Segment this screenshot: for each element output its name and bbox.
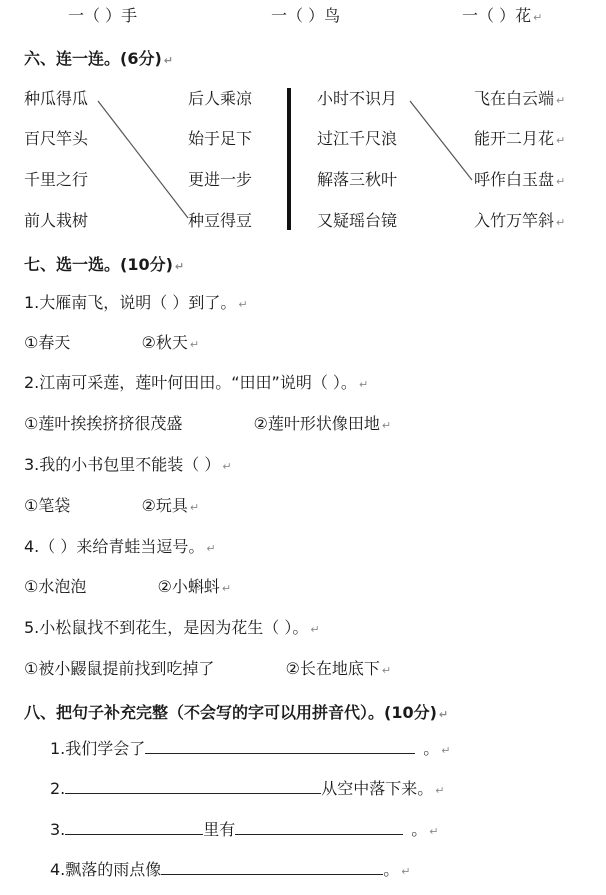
fill-item-bird: 一（ ）鸟: [271, 6, 341, 25]
section6-title: 六、连一连。(6分) ↵: [24, 49, 173, 68]
answer-blank-1[interactable]: [145, 738, 415, 754]
answer-blank-4[interactable]: [161, 859, 383, 875]
sentence-2: 2. 从空中落下来。 ↵: [50, 779, 445, 798]
match-left-b-2: 始于足下: [188, 129, 253, 148]
match-right-a-4: 又疑瑶台镜: [317, 211, 398, 230]
answer-blank-2[interactable]: [65, 778, 321, 794]
sentence-3: 3. 里有 。 ↵: [50, 820, 439, 839]
options-5: ①被小鼹鼠提前找到吃掉了 ②长在地底下 ↵: [24, 659, 392, 678]
match-left-a-2: 百尺竿头: [24, 129, 89, 148]
paragraph-mark: ↵: [533, 11, 543, 24]
match-right-b-3: 呼作白玉盘 ↵: [474, 170, 566, 189]
match-left-b-1: 后人乘凉: [188, 89, 253, 108]
section8-title: 八、把句子补充完整（不会写的字可以用拼音代）。(10分) ↵: [24, 703, 449, 722]
section7-title: 七、选一选。(10分) ↵: [24, 255, 185, 274]
match-right-b-1: 飞在白云端 ↵: [474, 89, 566, 108]
match-right-a-3: 解落三秋叶: [317, 170, 398, 189]
match-left-a-3: 千里之行: [24, 170, 89, 189]
options-3: ①笔袋 ②玩具 ↵: [24, 496, 200, 515]
answer-blank-3a[interactable]: [65, 819, 203, 835]
answer-blank-3b[interactable]: [235, 819, 403, 835]
match-line-left: [98, 101, 188, 218]
match-left-b-3: 更进一步: [188, 170, 253, 189]
match-right-b-2: 能开二月花 ↵: [474, 129, 566, 148]
options-1: ①春天 ②秋天 ↵: [24, 333, 200, 352]
match-right-a-1: 小时不识月: [317, 89, 398, 108]
options-2: ①莲叶挨挨挤挤很茂盛 ②莲叶形状像田地 ↵: [24, 414, 392, 433]
question-5: 5.小松鼠找不到花生，是因为花生（ ）。 ↵: [24, 618, 320, 637]
match-line-right: [410, 101, 472, 180]
match-left-b-4: 种豆得豆: [188, 211, 253, 230]
question-3: 3.我的小书包里不能装（ ） ↵: [24, 455, 232, 474]
match-left-a-4: 前人栽树: [24, 211, 89, 230]
options-4: ①水泡泡 ②小蝌蚪 ↵: [24, 577, 232, 596]
sentence-4: 4.飘落的雨点像 。 ↵: [50, 860, 411, 879]
sentence-1: 1.我们学会了 。 ↵: [50, 739, 451, 758]
question-2: 2.江南可采莲，莲叶何田田。“田田”说明（ ）。 ↵: [24, 373, 369, 392]
match-left-a-1: 种瓜得瓜: [24, 89, 89, 108]
match-right-a-2: 过江千尺浪: [317, 129, 398, 148]
question-4: 4.（ ）来给青蛙当逗号。 ↵: [24, 537, 216, 556]
fill-item-flower: 一（ ）花 ↵: [462, 6, 543, 25]
match-right-b-4: 入竹万竿斜 ↵: [474, 211, 566, 230]
fill-item-hand: 一（ ）手: [68, 6, 138, 25]
question-1: 1.大雁南飞，说明（ ）到了。 ↵: [24, 293, 248, 312]
